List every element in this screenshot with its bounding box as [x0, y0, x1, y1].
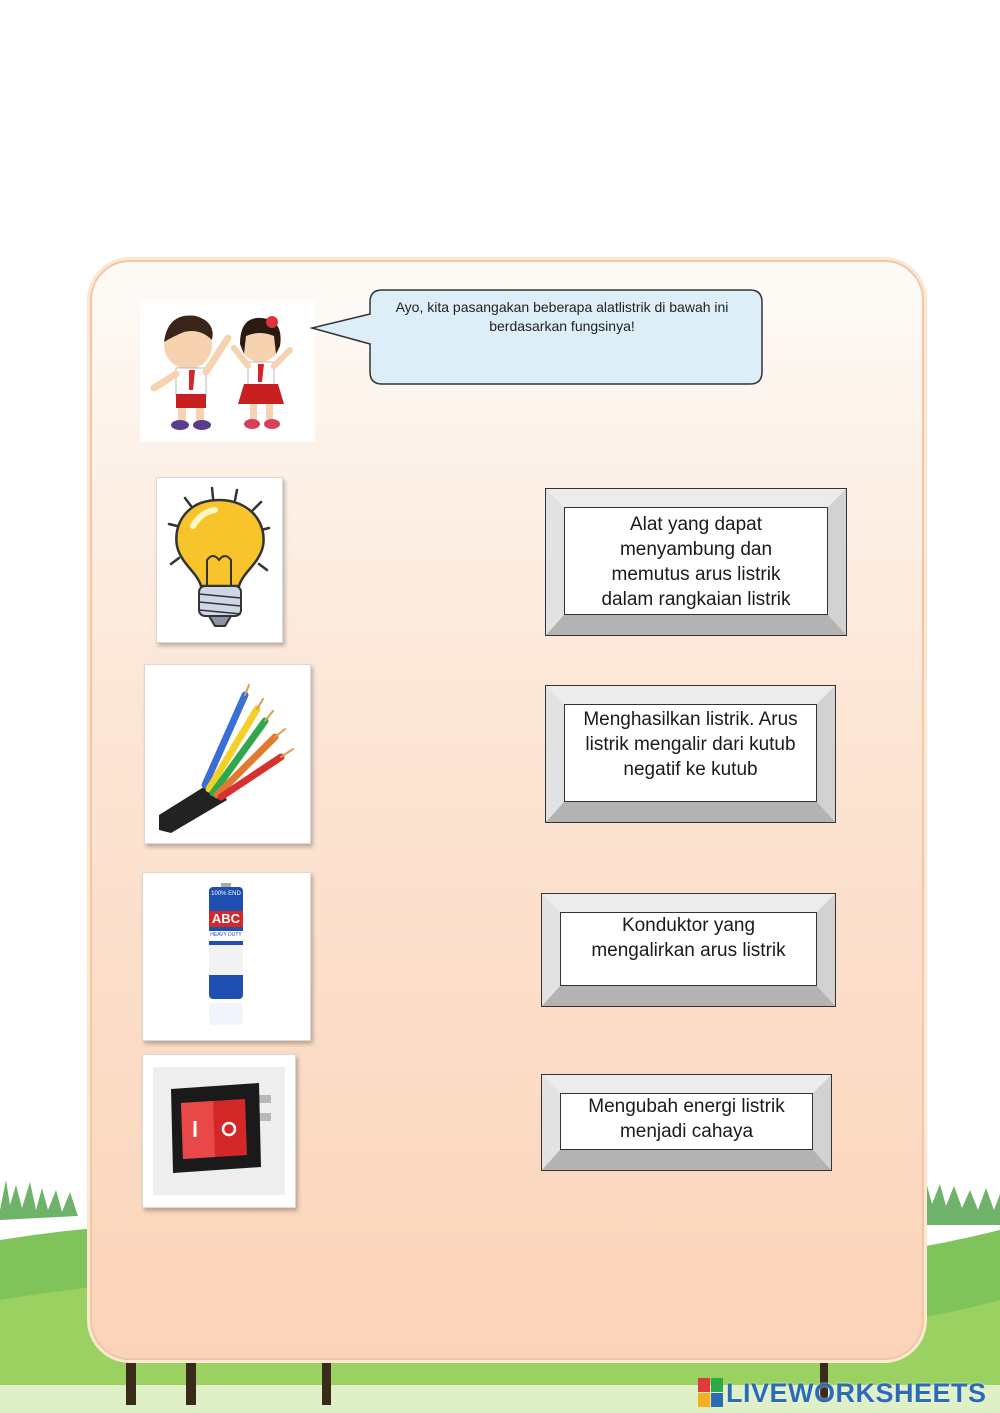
battery-top-label: 100% END [211, 891, 241, 897]
description-1-line-1: Alat yang dapat [629, 514, 763, 535]
brand-text: LIVEWORKSHEETS [726, 1377, 987, 1408]
rocker-switch-card[interactable] [142, 1054, 296, 1208]
instruction-text [370, 298, 754, 336]
electric-cable-icon [145, 665, 310, 843]
battery-band-label: HEAVY DUTY [210, 932, 242, 938]
live-badge-icon [698, 1378, 724, 1408]
description-box-4[interactable] [542, 1075, 831, 1170]
battery-brand-label: ABC [211, 911, 241, 926]
description-text-4 [560, 1093, 813, 1150]
description-text-3 [560, 912, 817, 986]
light-bulb-icon [157, 478, 282, 642]
instruction-line-1: Ayo, kita pasangakan beberapa alatlistrik di bawah ini [395, 299, 729, 315]
description-box-3[interactable] [542, 894, 835, 1006]
instruction-line-2: berdasarkan fungsinya! [489, 318, 635, 334]
rocker-switch-icon [143, 1055, 295, 1207]
description-box-2[interactable] [546, 686, 835, 822]
description-1-line-2: menyambung dan [619, 539, 773, 560]
description-4-line-1: Mengubah energi listrik [588, 1096, 785, 1117]
description-1-line-4: dalam rangkaian listrik [601, 589, 791, 610]
battery-card[interactable] [142, 872, 311, 1041]
description-2-line-2: listrik mengalir dari kutub [585, 734, 796, 755]
electric-cable-card[interactable] [144, 664, 311, 844]
light-bulb-card[interactable] [156, 477, 283, 643]
description-2-line-1: Menghasilkan listrik. Arus [583, 709, 798, 730]
description-4-line-2: menjadi cahaya [619, 1121, 754, 1142]
description-box-1[interactable] [546, 489, 846, 635]
liveworksheets-logo[interactable] [698, 1376, 987, 1410]
description-text-2 [564, 704, 817, 802]
description-3-line-2: mengalirkan arus listrik [591, 940, 786, 961]
description-3-line-1: Konduktor yang [621, 915, 756, 936]
description-2-line-3: negatif ke kutub [623, 759, 758, 780]
description-text-1 [564, 507, 828, 615]
battery-icon [143, 873, 310, 1040]
description-1-line-3: memutus arus listrik [611, 564, 781, 585]
kids-illustration-icon [140, 300, 315, 442]
